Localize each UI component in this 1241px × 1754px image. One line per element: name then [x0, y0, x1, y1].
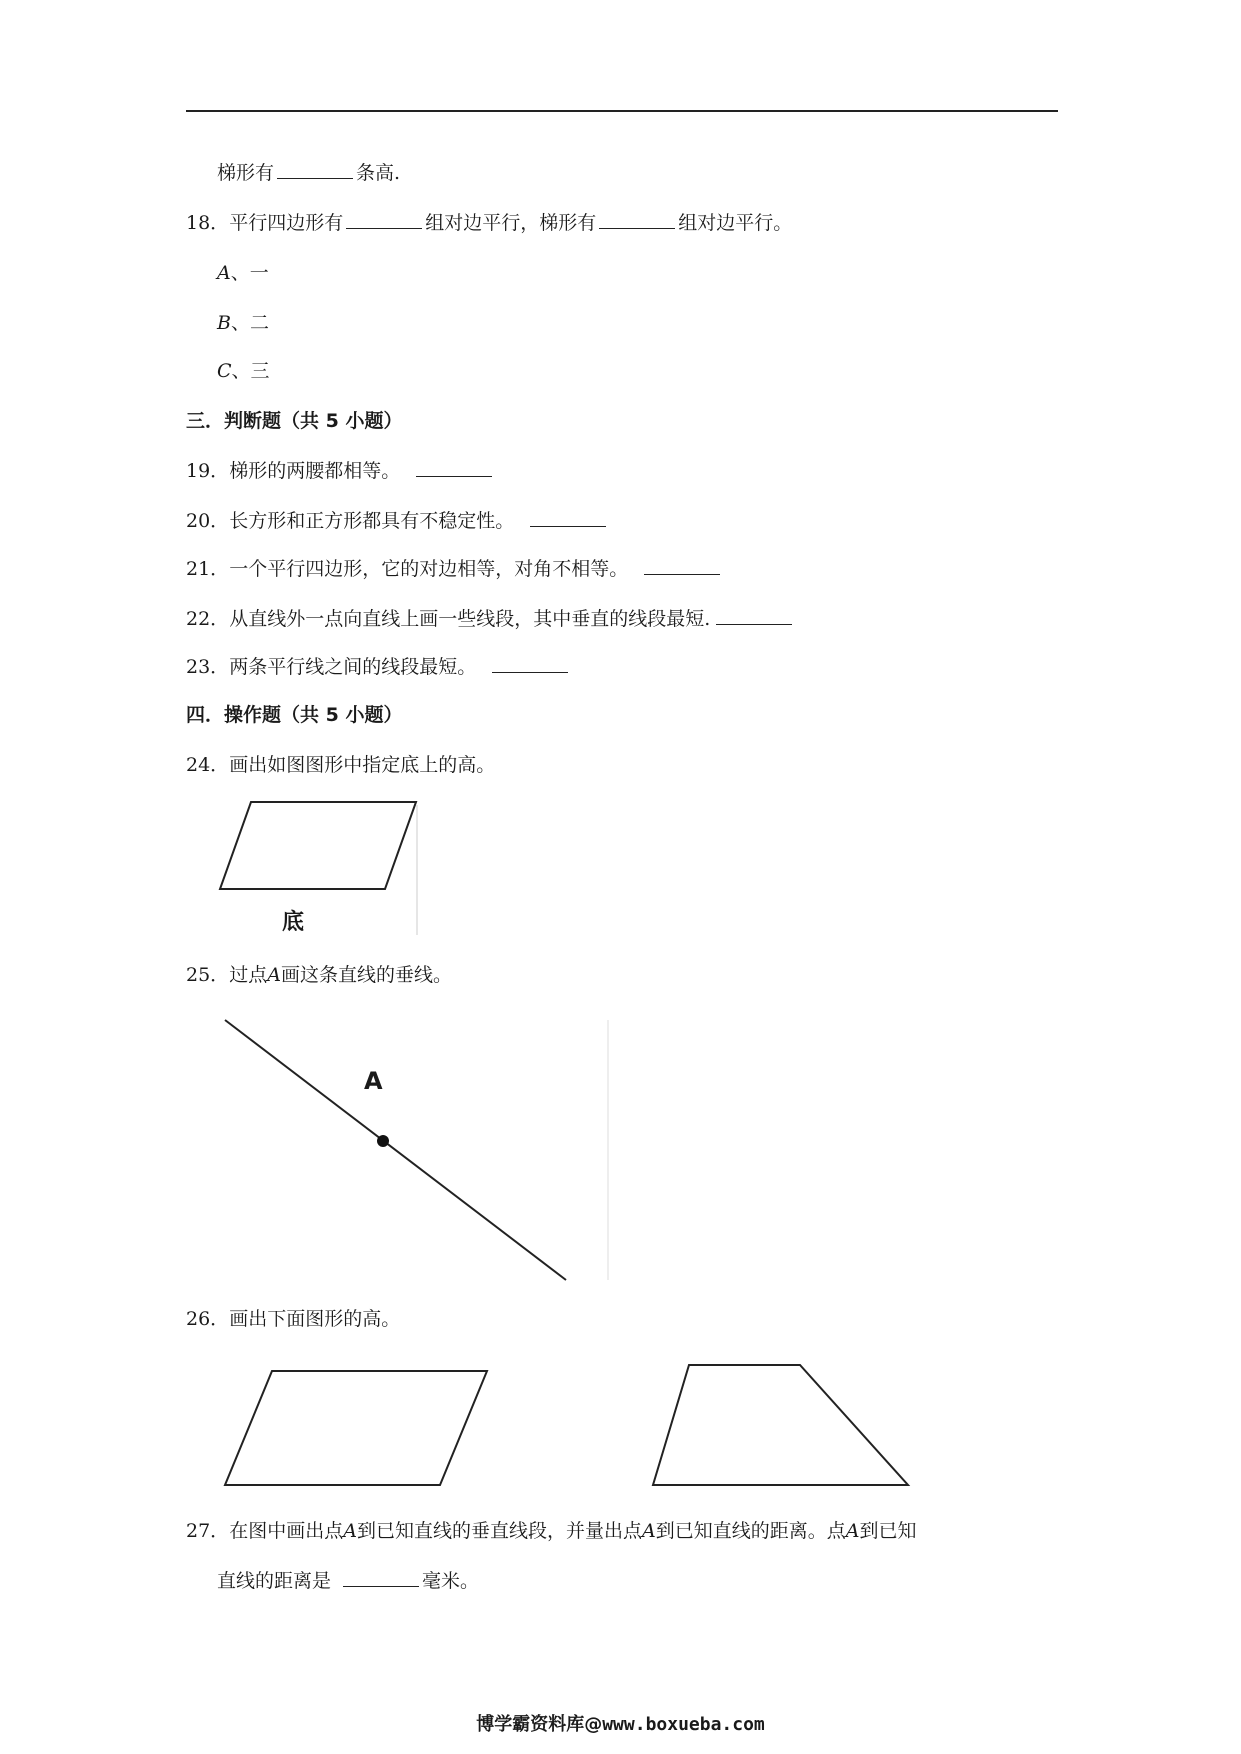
- question-number: 22．: [186, 608, 230, 630]
- point-label: A: [267, 964, 281, 986]
- q18-text-3: 组对边平行。: [678, 212, 793, 234]
- question-text: 一个平行四边形，它的对边相等，对角不相等。: [229, 558, 629, 580]
- question-number: 25．: [186, 964, 230, 986]
- point-label: A: [343, 1520, 357, 1542]
- parallelogram-shape: [225, 1371, 487, 1485]
- question-text: 到已知直线的垂直线段，并量出点: [356, 1520, 642, 1542]
- base-label: 底: [282, 910, 305, 935]
- q17-text-pre: 梯形有: [217, 162, 275, 184]
- question-text: 到已知直线的距离。点: [655, 1520, 846, 1542]
- question-27: [186, 1518, 916, 1544]
- option-text: 、二: [230, 312, 269, 334]
- point-a-label: A: [364, 1067, 383, 1095]
- q27-answer-blank[interactable]: [343, 1568, 419, 1587]
- section-heading-4: 四．操作题（共 5 小题）: [186, 704, 403, 726]
- point-label: A: [845, 1520, 860, 1542]
- question-number: 21．: [186, 558, 230, 580]
- question-number: 19．: [186, 460, 230, 482]
- question-text: 梯形的两腰都相等。: [229, 460, 401, 482]
- page-footer: [0, 1710, 1241, 1736]
- question-text: 画出如图图形中指定底上的高。: [229, 754, 496, 776]
- trapezoid-shape: [653, 1365, 908, 1485]
- section-heading-3: 三．判断题（共 5 小题）: [186, 410, 403, 432]
- question-number: 18．: [186, 212, 230, 234]
- question-text: 画这条直线的垂线。: [280, 964, 452, 986]
- question-number: 27．: [186, 1520, 230, 1542]
- question-text: 直线的距离是: [217, 1570, 332, 1592]
- option-letter: A: [217, 262, 231, 284]
- question-number: 24．: [186, 754, 230, 776]
- question-text: 过点: [229, 964, 268, 986]
- point-label: A: [641, 1520, 656, 1542]
- question-number: 23．: [186, 656, 230, 678]
- question-text: 两条平行线之间的线段最短。: [229, 656, 477, 678]
- option-letter: C: [217, 360, 232, 382]
- question-text: 毫米。: [422, 1570, 480, 1592]
- footer-url[interactable]: www.boxueba.com: [602, 1714, 765, 1735]
- option-text: 、一: [230, 262, 269, 284]
- question-text: 在图中画出点: [229, 1520, 344, 1542]
- question-text: 从直线外一点向直线上画一些线段，其中垂直的线段最短.: [229, 608, 711, 630]
- question-text: 长方形和正方形都具有不稳定性。: [229, 510, 515, 532]
- q17-text-post: 条高.: [356, 162, 401, 184]
- question-number: 20．: [186, 510, 230, 532]
- question-27-line-2: [217, 1568, 479, 1594]
- option-text: 、三: [231, 360, 270, 382]
- q18-text-1: 平行四边形有: [229, 212, 344, 234]
- q18-text-2: 组对边平行，梯形有: [425, 212, 597, 234]
- footer-brand: 博学霸资料库@: [476, 1714, 603, 1735]
- question-text: 画出下面图形的高。: [229, 1308, 401, 1330]
- question-number: 26．: [186, 1308, 230, 1330]
- option-letter: B: [217, 312, 231, 334]
- question-text: 到已知: [859, 1520, 917, 1542]
